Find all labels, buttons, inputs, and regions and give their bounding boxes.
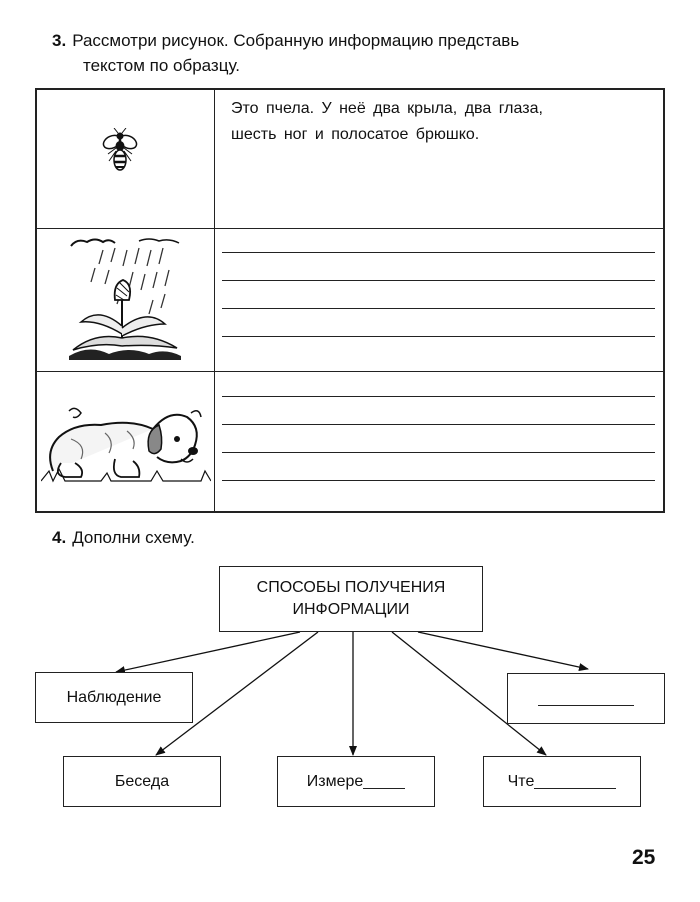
- conversation-label: Беседа: [114, 772, 170, 790]
- task-3-text-line1: Рассмотри рисунок. Собранную информацию представь: [72, 31, 520, 50]
- scheme-box-empty: [507, 673, 665, 724]
- task-3-number: 3.: [52, 31, 67, 50]
- measurement-answer-line[interactable]: [363, 774, 405, 789]
- task-4-text: Дополни схему.: [72, 528, 195, 547]
- sample-text-line2: шесть ног и полосатое брюшко.: [231, 126, 480, 143]
- scheme-box-reading: [483, 756, 641, 807]
- scheme-box-conversation: [63, 756, 221, 807]
- measurement-label: Измере: [306, 772, 364, 790]
- scheme-root-line2: ИНФОРМАЦИИ: [292, 601, 410, 618]
- reading-label: Чте: [507, 772, 535, 790]
- scheme-root-line1: СПОСОБЫ ПОЛУЧЕНИЯ: [256, 579, 446, 596]
- task-4-number: 4.: [52, 528, 67, 547]
- scheme-root-box: [219, 566, 483, 632]
- observation-label: Наблюдение: [66, 688, 162, 706]
- scheme-box-measurement: [277, 756, 435, 807]
- empty-box-answer-line[interactable]: [538, 691, 634, 706]
- page-number: 25: [632, 846, 656, 869]
- reading-answer-line[interactable]: [534, 774, 616, 789]
- scheme-box-observation: [35, 672, 193, 723]
- task-3-text-line2: текстом по образцу.: [83, 56, 240, 75]
- arrow-to-empty-box: [418, 632, 588, 669]
- sample-text-line1: Это пчела. У неё два крыла, два глаза,: [231, 100, 543, 117]
